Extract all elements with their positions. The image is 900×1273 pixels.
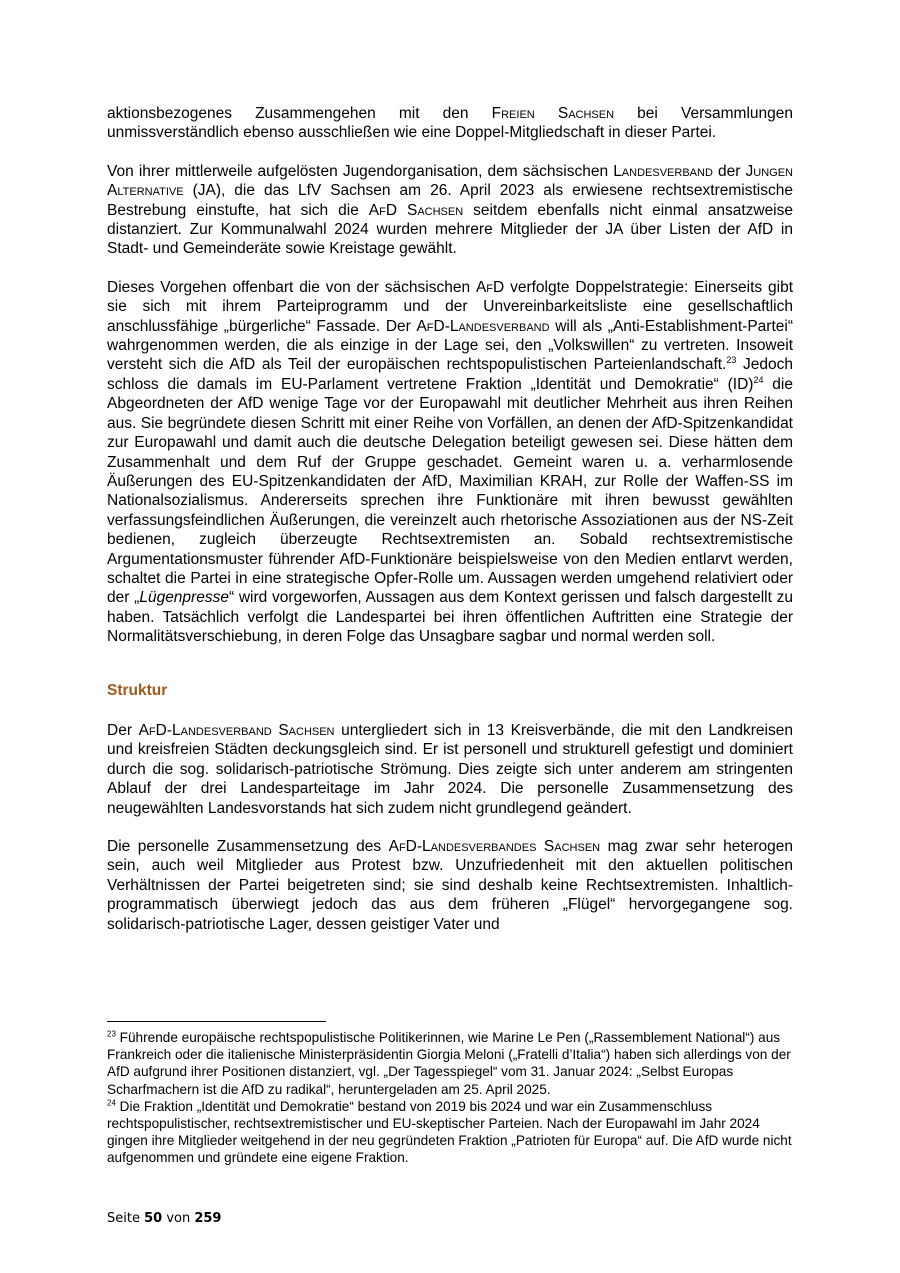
text-run: aktionsbezogenes Zusammengehen mit den xyxy=(107,105,492,122)
org-name: Landesverband xyxy=(613,162,713,180)
footnote-number: 24 xyxy=(107,1098,116,1108)
text-run: Die personelle Zusammensetzung des xyxy=(107,838,389,855)
paragraph-4 xyxy=(107,721,793,818)
org-name: Freien Sachsen xyxy=(491,105,615,122)
org-name: AfD-Landesverband xyxy=(416,317,550,335)
text-run: verfolgte Doppelstrategie: Einerseits gibt sie sich mit ihrem Parteiprogramm und der Unvereinbarkeitsliste eine gesellschaftlich anschlussfähige „bürgerliche“ Fassade. Der xyxy=(107,278,793,335)
text-run: (JA), die das LfV Sachsen am 26. April 2023 als erwiesene rechtsextremistische Bestrebung einstufte, hat sich die xyxy=(107,182,793,219)
total-pages: 259 xyxy=(194,1211,222,1226)
org-name: Jungen Alternative xyxy=(107,162,793,200)
page-number-separator: von xyxy=(162,1211,195,1226)
current-page: 50 xyxy=(144,1211,163,1226)
footnote-23 xyxy=(107,1029,793,1098)
text-run: mag zwar sehr heterogen sein, auch weil Mitglieder aus Protest bzw. Unzufriedenheit mit den aktuellen politischen Verhältnissen der Partei beigetreten sind; sie sind deshalb keine Rechtsextremisten. Inhaltlich-programmatisch überwiegt jedoch das aus dem früheren „Flügel“ hervorgegangene sog. solidarisch-patriotische Lager, dessen geistiger Vater und xyxy=(107,838,793,933)
footnote-ref-23[interactable]: 23 xyxy=(726,355,737,366)
footnote-text: Die Fraktion „Identität und Demokratie“ bestand von 2019 bis 2024 und war ein Zusammenschluss rechtspopulistischer, rechtsextremistischer und EU-skeptischer Parteien. Nach der Europawahl im Jahr 2024 gingen ihre Mitglieder weitgehend in der neu gegründeten Fraktion „Patrioten für Europa“ auf. Die AfD wurde nicht aufgenommen und gründete eine eigene Fraktion. xyxy=(107,1098,792,1166)
text-run: Dieses Vorgehen offenbart die von der sächsischen xyxy=(107,278,476,296)
org-name: AfD-Landesverband Sachsen xyxy=(138,721,335,739)
footnotes xyxy=(107,1029,793,1167)
italic-term: Lügenpresse xyxy=(139,589,229,607)
org-name: AfD-Landesverbandes Sachsen xyxy=(388,838,601,855)
text-run: Jedoch schloss die damals im EU-Parlament vertretene Fraktion „Identität und Demokratie“ (ID) xyxy=(107,356,793,393)
paragraph-2 xyxy=(107,162,793,259)
text-run: untergliedert sich in 13 Kreisverbände, die mit den Landkreisen und kreisfreien Städten deckungsgleich sind. Er ist personell und strukturell gefestigt und dominiert durch die sog. solidarisch-patriotische Strömung. Dies zeigte sich unter anderem am stringenten Ablauf der drei Landesparteitage im Jahr 2024. Die personelle Zusammensetzung des neugewählten Landesvorstands hat sich zudem nicht grundlegend geändert. xyxy=(107,721,793,817)
footnote-text: Führende europäische rechtspopulistische Politikerinnen, wie Marine Le Pen („Rassemblement National“) aus Frankreich oder die italienische Ministerpräsidentin Giorgia Meloni („Fratelli d’Italia“) haben sich allerdings von der AfD aufgrund ihrer Positionen distanziert, vgl. „Der Tagesspiegel“ vom 31. Januar 2024: „Selbst Europas Scharfmachern ist die AfD zu radikal“, heruntergeladen am 25. April 2025. xyxy=(107,1030,791,1097)
text-run: bei Versammlungen unmissverständlich ebenso ausschließen wie eine Doppel-Mitgliedschaft in dieser Partei. xyxy=(107,105,793,142)
paragraph-1 xyxy=(107,104,793,143)
paragraph-5 xyxy=(107,837,793,934)
text-run: “ wird vorgeworfen, Aussagen aus dem Kontext gerissen und falsch dargestellt zu haben. Tatsächlich verfolgt die Landespartei bei ihren öffentlichen Auftritten eine Strategie der Normalitätsverschiebung, in deren Folge das Unsagbare sagbar und normal werden soll. xyxy=(107,589,794,646)
document-body xyxy=(107,104,793,934)
footnote-ref-24[interactable]: 24 xyxy=(753,374,764,385)
org-name: AfD xyxy=(475,278,505,296)
text-run: die Abgeordneten der AfD wenige Tage vor der Europawahl mit deutlicher Mehrheit aus ihren Reihen aus. Sie begründete diesen Schritt mit einer Reihe von Vorfällen, an denen der AfD-Spitzenkandidat zur Europawahl und damit auch die deutsche Delegation beteiligt gewesen sei. Diese hätten dem Zusammenhalt und dem Ruf der Gruppe geschadet. Gemeint waren u. a. verharmlosende Äußerungen des EU-Spitzenkandidaten der AfD, Maximilian KRAH, zur Rolle der Waffen-SS im Nationalsozialismus. Andererseits sprechen ihre Funktionäre mit ihren bewusst gewählten verfassungsfeindlichen Äußerungen, die vereinzelt auch rhetorische Assoziationen aus der NS-Zeit bedienen, zugleich überzeugte Rechtsextremisten an. Sobald rechtsextremistische Argumentationsmuster führender AfD-Funktionäre beispielsweise von den Medien entlarvt werden, schaltet die Partei in eine strategische Opfer-Rolle um. Aussagen werden umgehend relativiert oder der „ xyxy=(107,375,793,607)
text-run: seitdem ebenfalls nicht einmal ansatzweise distanziert. Zur Kommunalwahl 2024 wurden mehrere Mitglieder der JA über Listen der AfD in Stadt- und Gemeinderäte sowie Kreistage gewählt. xyxy=(107,201,794,258)
text-run: der xyxy=(712,162,746,180)
page-number-prefix: Seite xyxy=(107,1211,145,1226)
text-run: will als „Anti-Establishment-Partei“ wahrgenommen werden, die als einzige in der Lage sei, den „Volkswillen“ zu vertreten. Insoweit versteht sich die AfD als Teil der europäischen rechtspopulistischen Parteienlandschaft. xyxy=(107,317,793,374)
org-name: AfD Sachsen xyxy=(368,201,464,219)
paragraph-3 xyxy=(107,278,793,647)
text-run: Von ihrer mittlerweile aufgelösten Jugendorganisation, dem sächsischen xyxy=(107,162,614,180)
page-number xyxy=(107,1211,221,1226)
footnote-24 xyxy=(107,1098,793,1167)
section-heading: Struktur xyxy=(107,681,168,699)
footnote-separator xyxy=(107,1021,326,1022)
text-run: Der xyxy=(107,721,139,739)
footnote-number: 23 xyxy=(107,1029,116,1039)
